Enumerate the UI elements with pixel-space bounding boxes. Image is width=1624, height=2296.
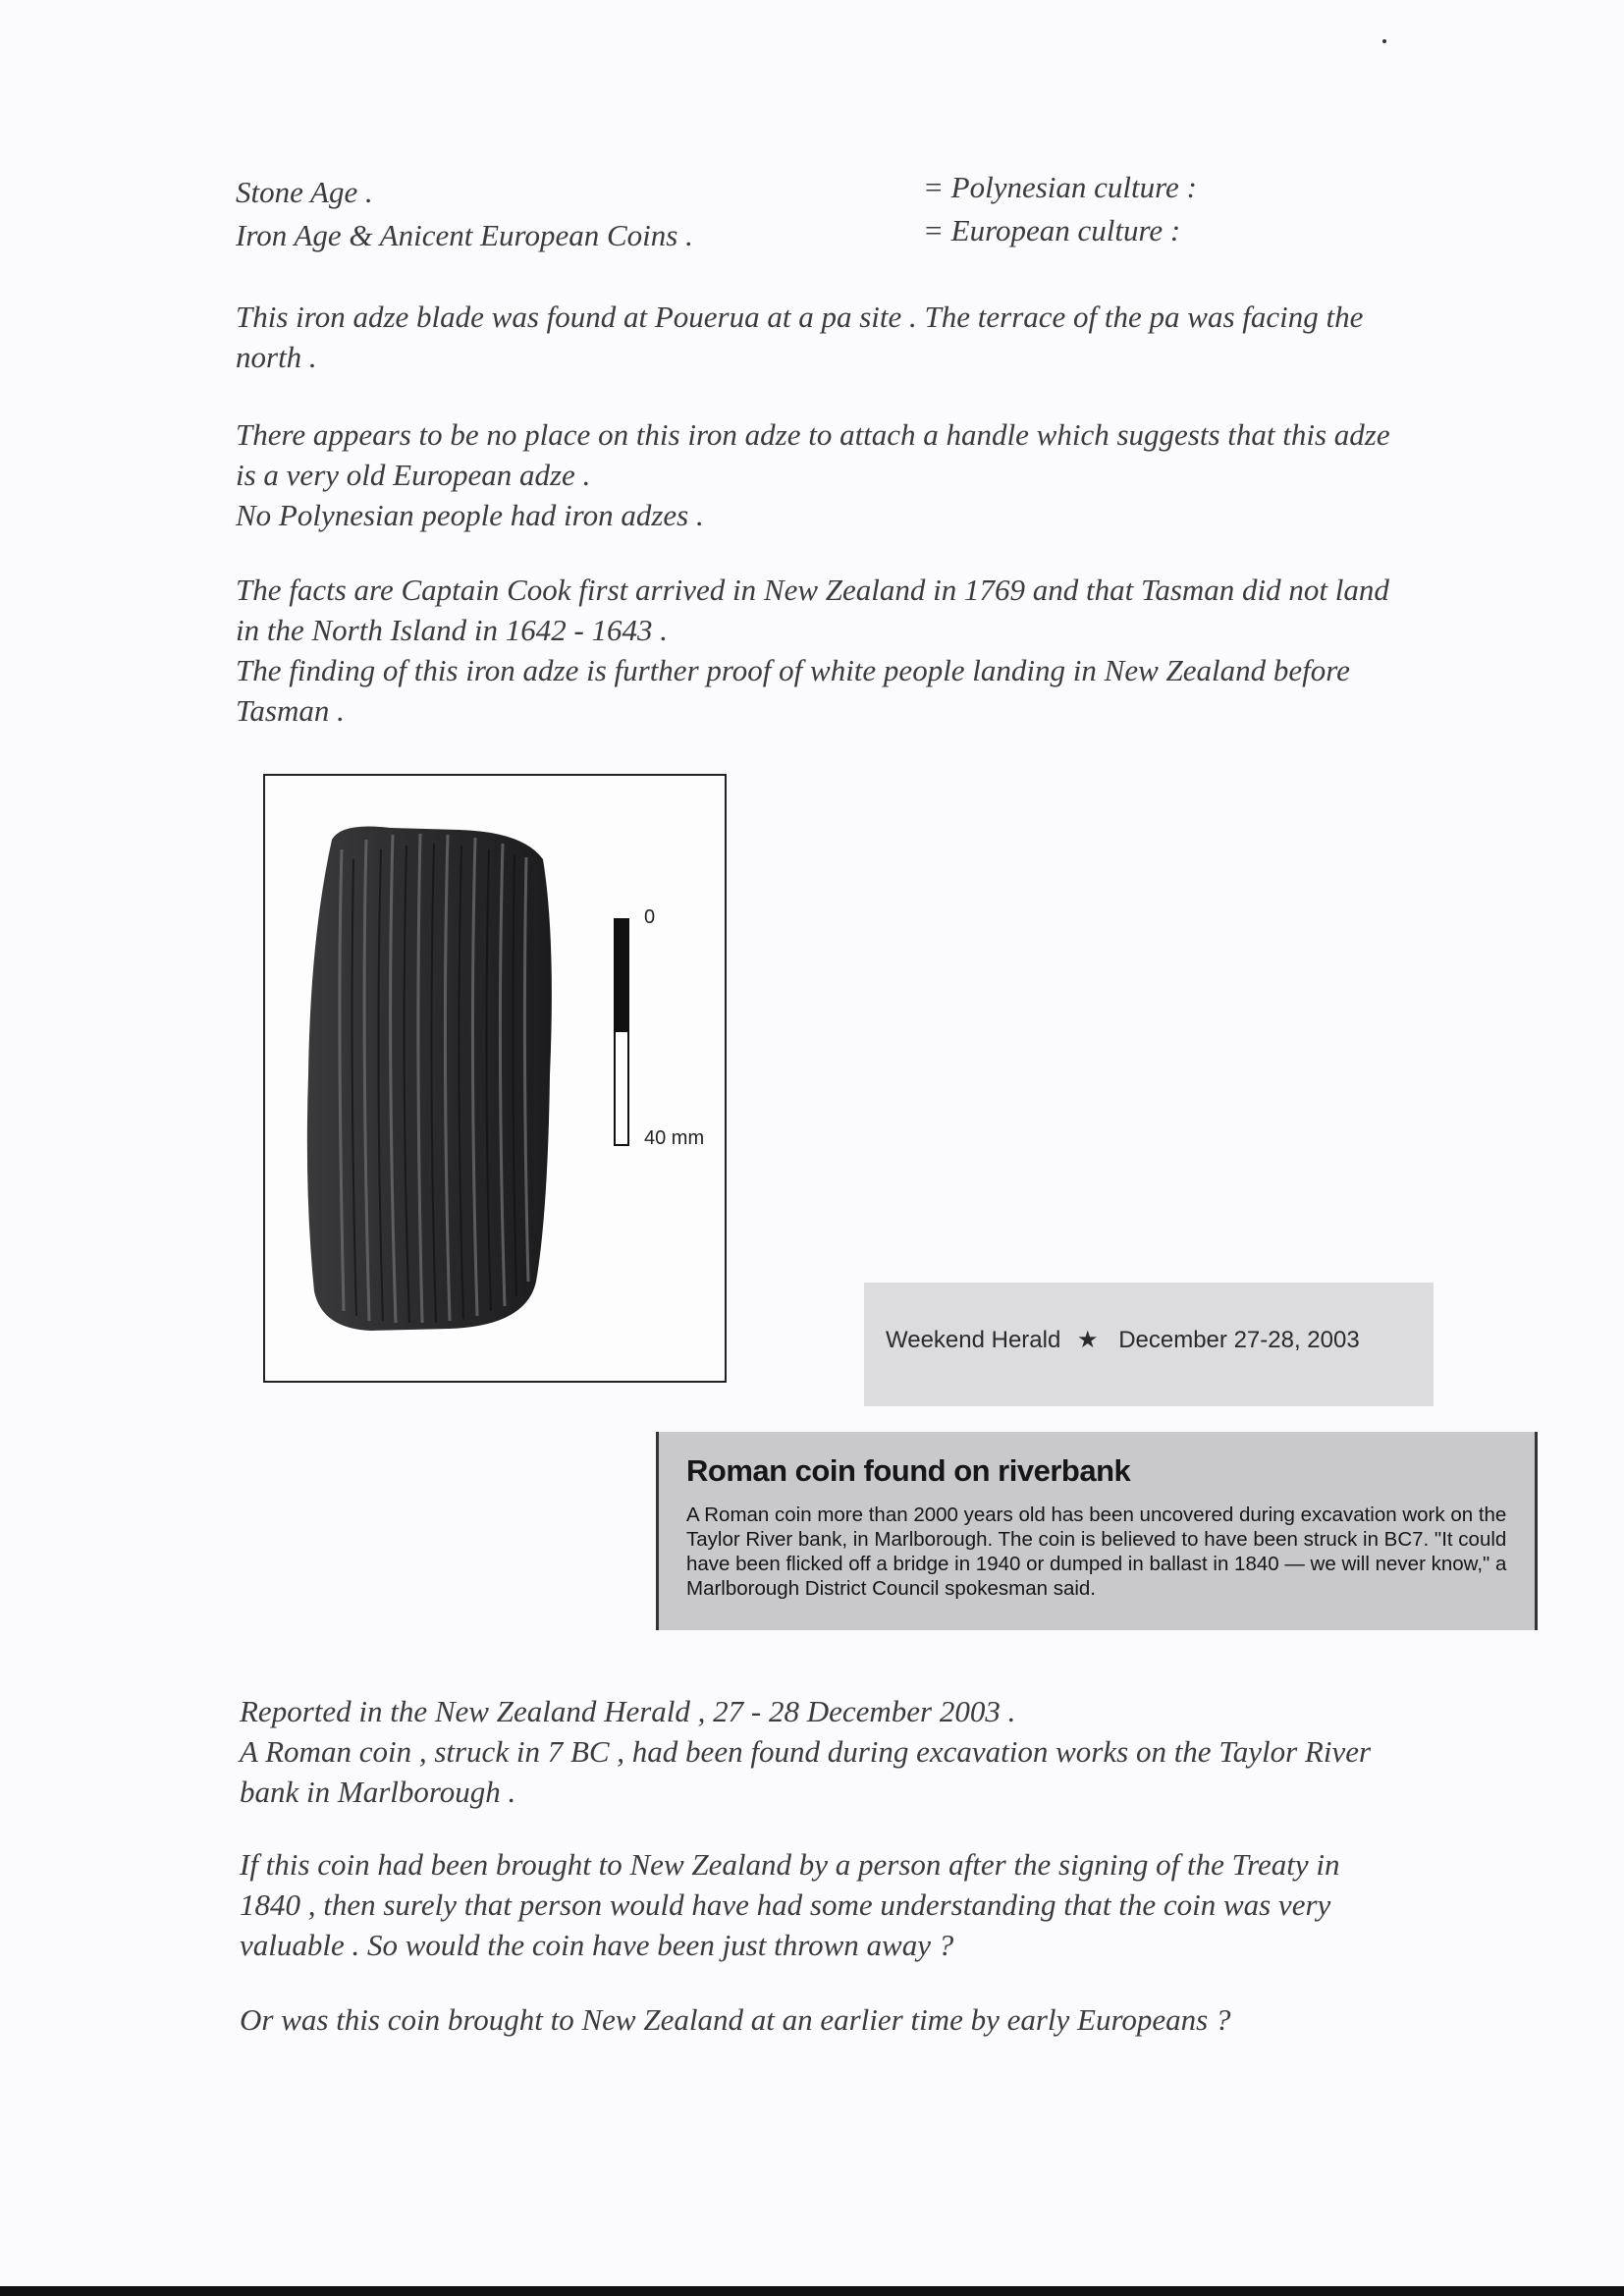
- adze-figure: [263, 774, 727, 1383]
- header-polynesian: = Polynesian culture :: [923, 170, 1197, 204]
- scale-label-zero: 0: [644, 906, 656, 928]
- header-iron-age: Iron Age & Anicent European Coins .: [236, 218, 693, 252]
- header-left: [236, 172, 864, 258]
- paragraph-text: Or was this coin brought to New Zealand at an earlier time by early Europeans ?: [240, 2002, 1231, 2037]
- paragraph-early-europeans: [240, 1999, 1398, 2040]
- publication-date: December 27-28, 2003: [1118, 1327, 1360, 1353]
- header-right: [923, 167, 1335, 253]
- scale-label-40mm: 40 mm: [644, 1127, 705, 1149]
- scan-speck: [1382, 39, 1386, 43]
- paragraph-text: No Polynesian people had iron adzes .: [236, 498, 704, 532]
- paragraph-text: The facts are Captain Cook first arrived in New Zealand in 1769 and that Tasman did not land in the North Island in 1642 - 1643 .: [236, 573, 1389, 647]
- header-european: = European culture :: [923, 213, 1181, 247]
- publication-name: Weekend Herald: [886, 1327, 1061, 1353]
- paragraph-adze-found: [236, 297, 1394, 377]
- paragraph-treaty-question: [240, 1844, 1398, 1965]
- paragraph-text: There appears to be no place on this iron adze to attach a handle which suggests that this adze is a very old European adze .: [236, 417, 1390, 492]
- star-icon: ★: [1077, 1327, 1099, 1353]
- scale-bar: [614, 918, 629, 1146]
- paragraph-text: If this coin had been brought to New Zealand by a person after the signing of the Treaty in 1840 , then surely that person would have had some understanding that the coin was very valuable . So would the coin have been just thrown away ?: [240, 1847, 1340, 1962]
- iron-adze-image: [302, 820, 558, 1336]
- scan-bottom-edge: [0, 2286, 1624, 2296]
- paragraph-text: This iron adze blade was found at Pouerua at a pa site . The terrace of the pa was facing the north .: [236, 300, 1364, 374]
- paragraph-facts: [236, 570, 1394, 731]
- paragraph-text: The finding of this iron adze is further proof of white people landing in New Zealand before Tasman .: [236, 653, 1350, 728]
- header-stone-age: Stone Age .: [236, 175, 373, 209]
- clipping-body: A Roman coin more than 2000 years old has been uncovered during excavation work on the Taylor River bank, in Marlborough. The coin is believed to have been struck in BC7. "It could have been flicked off a bridge in 1940 or dumped in ballast in 1840 — we will never know," a Marlborough District Council spokesman said.: [686, 1503, 1507, 1600]
- newspaper-dateline: [864, 1283, 1434, 1406]
- newspaper-clipping: [656, 1432, 1538, 1630]
- paragraph-no-handle: [236, 414, 1394, 535]
- paragraph-text: Reported in the New Zealand Herald , 27 - 28 December 2003 .: [240, 1694, 1016, 1728]
- clipping-headline: Roman coin found on riverbank: [686, 1453, 1131, 1488]
- paragraph-text: A Roman coin , struck in 7 BC , had been found during excavation works on the Taylor River bank in Marlborough .: [240, 1734, 1372, 1809]
- paragraph-report: [240, 1691, 1398, 1812]
